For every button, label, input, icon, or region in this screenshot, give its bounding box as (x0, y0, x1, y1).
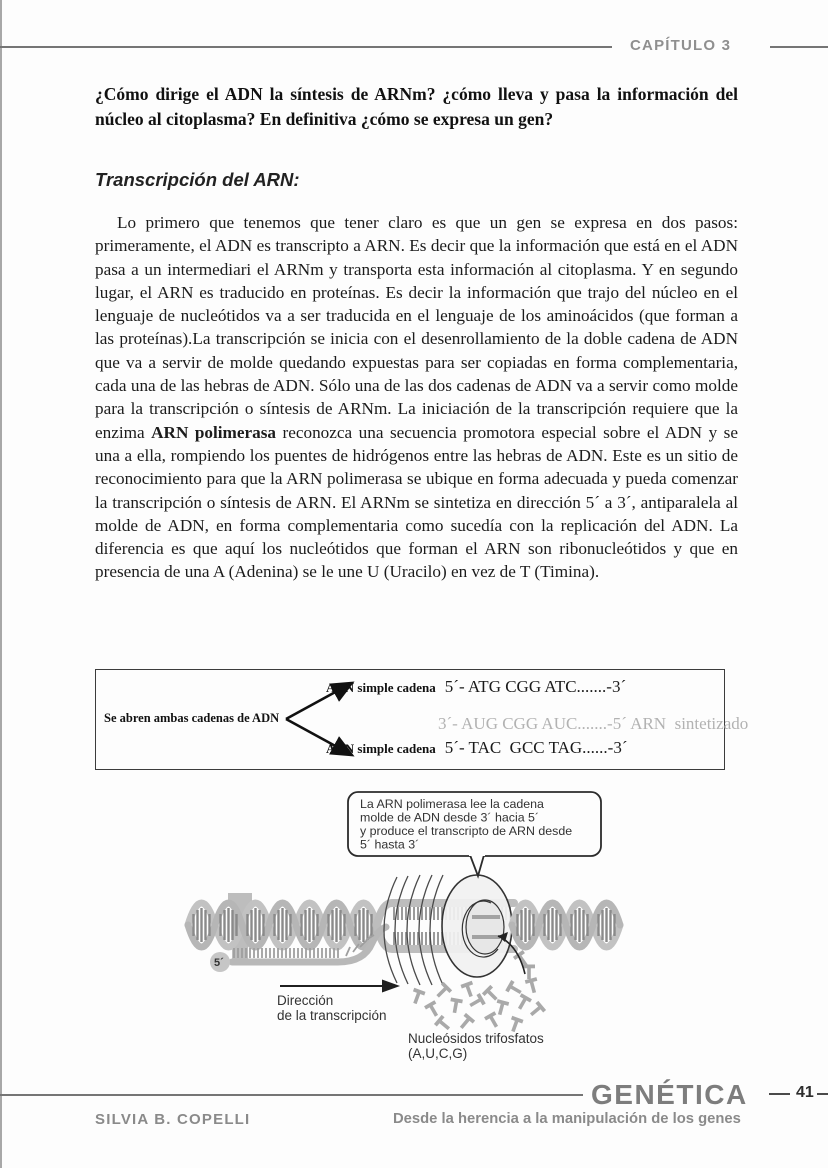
body-paragraph (95, 211, 738, 584)
paragraph-bold-term: ARN polimerasa (151, 422, 277, 442)
paragraph-part2: reconozca una secuencia promotora especial sobre el ADN y se una a ella, rompiendo los puentes de hidrógenos entre las hebras de ADN. Este es un sitio de reconocimiento para que la ARN polimerasa se ubique en forma adecuada y pueda comenzar la transcripción o síntesis de ARN. El ARNm se sintetiza en dirección 5´ a 3´, antiparalela al molde de ADN, en forma complementaria como sucedía con la replicación del ADN. La diferencia es que aquí los nucleótidos que forman el ARN son ribonucleótidos y que en presencia de una A (Adenina) se le une U (Uracilo) en vez de T (Timina). (95, 422, 738, 582)
rna-sequence: 3´- AUG CGG AUC.......-5´ ARN sintetizado (438, 714, 749, 733)
callout-line-4: 5´ hasta 3´ (360, 837, 420, 852)
book-subtitle: Desde la herencia a la manipulación de los genes (393, 1111, 741, 1127)
book-title: GENÉTICA (591, 1079, 748, 1110)
transcription-direction-arrow (280, 980, 400, 993)
callout-line-1: La ARN polimerasa lee la cadena (360, 797, 544, 811)
page-left-edge (0, 0, 2, 1168)
question-heading: ¿Cómo dirige el ADN la síntesis de ARNm? ¿cómo lleva y pasa la información del núcleo al citoplasma? En definitiva ¿cómo se expresa un gen? (95, 84, 738, 129)
direction-label-line2: de la transcripción (277, 1008, 387, 1023)
page-number: 41 (796, 1084, 814, 1101)
header-rule-right (770, 46, 828, 48)
rna-polymerase-illustration (180, 780, 640, 1070)
strands-open-label: Se abren ambas cadenas de ADN (104, 711, 280, 725)
footer-rule-left (0, 1094, 583, 1096)
chapter-heading: CAPÍTULO 3 (630, 37, 732, 54)
bottom-strand-row (326, 738, 627, 758)
polymerase-coil (384, 875, 443, 985)
top-strand-row (326, 677, 626, 697)
five-prime-label: 5´ (214, 957, 224, 969)
rna-row (438, 714, 748, 734)
dna-double-helix-right (512, 903, 620, 947)
bottom-strand-sequence: 5´- TAC GCC TAG......-3´ (444, 738, 628, 757)
callout-line-2: molde de ADN desde 3´ hacia 5´ (360, 810, 540, 825)
polymerase-disc (442, 875, 512, 977)
direction-label-line1: Dirección (277, 993, 334, 1008)
top-strand-label: ADN simple cadena (326, 680, 436, 695)
header-rule-left (0, 46, 612, 48)
bottom-strand-label: ADN simple cadena (326, 741, 436, 756)
dna-double-helix-left (188, 903, 377, 947)
paragraph-part1: Lo primero que tenemos que tener claro es que un gen se expresa en dos pasos: primeramente, el ADN es transcripto a ARN. Es decir que la información que está en el ADN pasa a un intermediari el ARNm y transporta esta información al citoplasma. Y en segundo lugar, el ARN es traducido en proteínas. Es decir la información que trajo del núcleo en el lenguaje de nucleótidos va a ser traducida en el lenguaje de los aminoácidos (que forman a las proteínas).La transcripción se inicia con el desenrollamiento de la doble cadena de ADN que va a servir de molde quedando expuestas para ser copiadas en forma complementaria, cada una de las hebras de ADN. Sólo una de las dos cadenas de ADN va a servir como molde para la transcripción o síntesis de ARNm. La iniciación de la transcripción requiere que la enzima (95, 213, 738, 442)
author-name: SILVIA B. COPELLI (95, 1111, 251, 1128)
strand-diagram-box (95, 669, 749, 770)
nucleosides-label-line1: Nucleósidos trifosfatos (408, 1031, 544, 1046)
footer-dash (769, 1093, 790, 1095)
callout-line-3: y produce el transcripto de ARN desde (360, 824, 573, 838)
nucleosides-label-line2: (A,U,C,G) (408, 1046, 468, 1061)
section-title: Transcripción del ARN: (95, 169, 300, 190)
footer-rule-right (817, 1093, 828, 1095)
callout-bubble (348, 792, 601, 876)
top-strand-sequence: 5´- ATG CGG ATC.......-3´ (444, 677, 627, 696)
